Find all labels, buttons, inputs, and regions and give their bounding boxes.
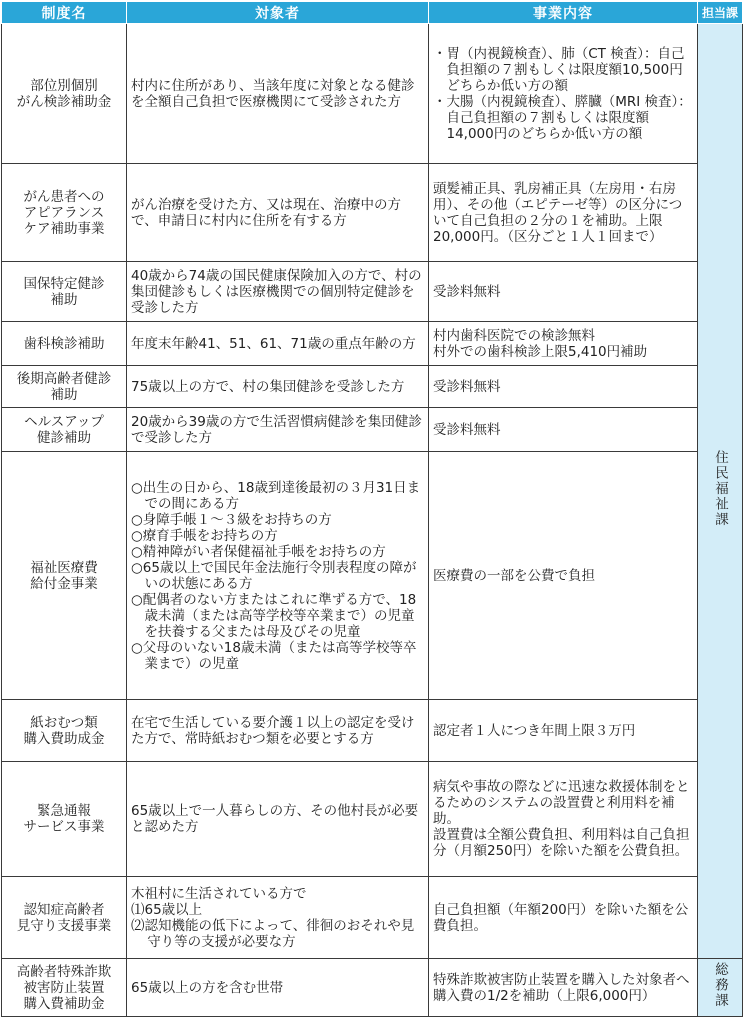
program-name-line: サービス事業 (23, 819, 105, 835)
content-cell (429, 366, 698, 408)
target-item: ○配偶者のない方またはこれに準ずる方で、18歳未満（または高等学校等卒業まで）の児童を扶養する父または母及びその児童 (131, 591, 417, 640)
content-cell (429, 452, 698, 700)
program-name-cell (2, 164, 127, 262)
dept-cell-welfare (698, 24, 743, 959)
content-cell (429, 877, 698, 959)
content-text: 受診料無料 (433, 283, 501, 300)
program-name-line: 福祉医療費 (30, 559, 98, 576)
content-cell (429, 262, 698, 322)
content-text: 病気や事故の際などに迅速な救援体制をとるためのシステムの設置費と利用料を補助。 (433, 779, 690, 827)
table-row (2, 700, 743, 762)
table-row (2, 452, 743, 700)
target-text: 65歳以上で一人暮らしの方、その他村長が必要と認めた方 (131, 803, 419, 835)
program-name-line: ケア補助事業 (23, 220, 105, 237)
content-text: 医療費の一部を公費で負担 (433, 567, 595, 584)
target-cell (127, 877, 429, 959)
content-text: 特殊詐欺被害防止装置を購入した対象者へ購入費の1/2を補助（上限6,000円） (433, 971, 690, 1004)
program-name-line: 歯科検診補助 (23, 335, 105, 352)
target-text: 65歳以上の方を含む世帯 (131, 979, 284, 996)
dept-cell-general (698, 959, 743, 1017)
program-name-cell (2, 877, 127, 959)
target-cell (127, 366, 429, 408)
content-item: ・胃（内視鏡検査）、肺（CT 検査）：自己負担額の７割もしくは限度額10,500円どちらか低い方の額 (433, 45, 685, 94)
content-text: 受診料無料 (433, 378, 501, 395)
content-text: 認定者１人につき年間上限３万円 (433, 722, 636, 739)
content-cell (429, 700, 698, 762)
content-text: 頭髪補正具、乳房補正具（左房用・右房用）、その他（エピテーゼ等）の区分について自己負担の２分の１を補助。上限20,000円。（区分ごと１人１回まで） (433, 180, 683, 245)
target-cell (127, 322, 429, 366)
table-row (2, 164, 743, 262)
target-item: ○父母のいない18歳未満（または高等学校等卒業まで）の児童 (131, 639, 417, 672)
content-text: 設置費は全額公費負担、利用料は自己負担分（月額250円）を除いた額を公費負担。 (433, 827, 690, 859)
target-cell (127, 262, 429, 322)
table-row (2, 322, 743, 366)
target-item: ○身障手帳１～３級をお持ちの方 (131, 511, 332, 528)
target-text: 木祖村に生活されている方で (131, 885, 307, 902)
program-name-cell (2, 366, 127, 408)
target-item: ⑴65歳以上 (131, 901, 203, 918)
table-row (2, 762, 743, 877)
table-row (2, 959, 743, 1017)
target-cell (127, 408, 429, 452)
program-name-line: 購入費助成金 (23, 730, 105, 747)
program-name-line: 国保特定健診 (23, 275, 105, 292)
content-cell (429, 24, 698, 164)
table-header-row (2, 2, 743, 24)
program-name-line: 被害防止装置 (23, 979, 105, 996)
target-text: 75歳以上の方で、村の集団健診を受診した方 (131, 378, 405, 395)
program-name-cell (2, 322, 127, 366)
target-text: 年度末年齢41、51、61、71歳の重点年齢の方 (131, 335, 416, 352)
program-name-line: 補助 (50, 386, 78, 403)
table-row (2, 262, 743, 322)
program-name-line: がん検診補助金 (16, 93, 112, 110)
target-cell (127, 452, 429, 700)
content-text: 受診料無料 (433, 421, 501, 438)
program-name-line: 認知症高齢者 (23, 901, 105, 918)
content-text: 村内歯科医院での検診無料 (433, 327, 595, 344)
target-text: がん治療を受けた方、又は現在、治療中の方で、申請日に村内に住所を有する方 (131, 196, 401, 229)
target-cell (127, 959, 429, 1017)
table-row (2, 877, 743, 959)
program-name-line: 健診補助 (37, 429, 91, 446)
table-row (2, 24, 743, 164)
program-name-cell (2, 452, 127, 700)
program-name-line: 給付金事業 (30, 575, 98, 592)
header-target: 対象者 (127, 2, 429, 24)
program-name-line: アピアランス (23, 204, 105, 221)
program-name-line: 部位別個別 (30, 77, 98, 94)
program-name-line: 紙おむつ類 (30, 714, 98, 731)
content-cell (429, 164, 698, 262)
target-cell (127, 164, 429, 262)
content-text: 村外での歯科検診上限5,410円補助 (433, 343, 648, 360)
program-name-cell (2, 262, 127, 322)
table-row (2, 408, 743, 452)
program-name-cell (2, 408, 127, 452)
content-cell (429, 959, 698, 1017)
target-text: 在宅で生活している要介護１以上の認定を受けた方で、常時紙おむつ類を必要とする方 (131, 714, 415, 747)
target-cell (127, 700, 429, 762)
program-name-line: 購入費補助金 (23, 995, 105, 1012)
target-cell (127, 24, 429, 164)
target-item: ○65歳以上で国民年金法施行令別表程度の障がいの状態にある方 (131, 559, 417, 592)
dept-label: 住民福祉課 (712, 450, 728, 528)
program-name-cell (2, 700, 127, 762)
program-name-line: 補助 (50, 291, 78, 308)
header-program-name: 制度名 (2, 2, 127, 24)
content-cell (429, 762, 698, 877)
program-name-line: 緊急通報 (37, 803, 91, 819)
content-item: ・大腸（内視鏡検査）、膵臓（MRI 検査）：自己負担額の７割もしくは限度額14,000円のどちらか低い方の額 (433, 93, 692, 142)
target-text: 20歳から39歳の方で生活習慣病健診を集団健診で受診した方 (131, 413, 422, 446)
target-item: ○精神障がい者保健福祉手帳をお持ちの方 (131, 543, 386, 560)
content-cell (429, 322, 698, 366)
table-row (2, 366, 743, 408)
program-name-cell (2, 762, 127, 877)
content-text: 自己負担額（年額200円）を除いた額を公費負担。 (433, 901, 689, 934)
program-name-cell (2, 959, 127, 1017)
header-dept: 担当課 (698, 2, 743, 24)
program-name-line: 高齢者特殊詐欺 (16, 963, 112, 980)
program-name-line: ヘルスアップ (24, 413, 104, 430)
program-name-line: がん患者への (23, 188, 105, 205)
program-table (1, 1, 743, 1017)
target-item: ○出生の日から、18歳到達後最初の３月31日までの間にある方 (131, 479, 421, 512)
target-text: 村内に住所があり、当該年度に対象となる健診を全額自己負担で医療機関にて受診された方 (131, 77, 415, 110)
program-name-line: 見守り支援事業 (16, 917, 112, 934)
header-content: 事業内容 (429, 2, 698, 24)
target-item: ○療育手帳をお持ちの方 (131, 527, 278, 544)
dept-label: 総務課 (712, 962, 728, 1009)
target-item: ⑵認知機能の低下によって、徘徊のおそれや見守り等の支援が必要な方 (131, 917, 415, 950)
content-cell (429, 408, 698, 452)
program-name-line: 後期高齢者健診 (16, 370, 112, 387)
target-text: 40歳から74歳の国民健康保険加入の方で、村の集団健診もしくは医療機関での個別特定健診を受診した方 (131, 267, 422, 316)
program-name-cell (2, 24, 127, 164)
target-cell (127, 762, 429, 877)
